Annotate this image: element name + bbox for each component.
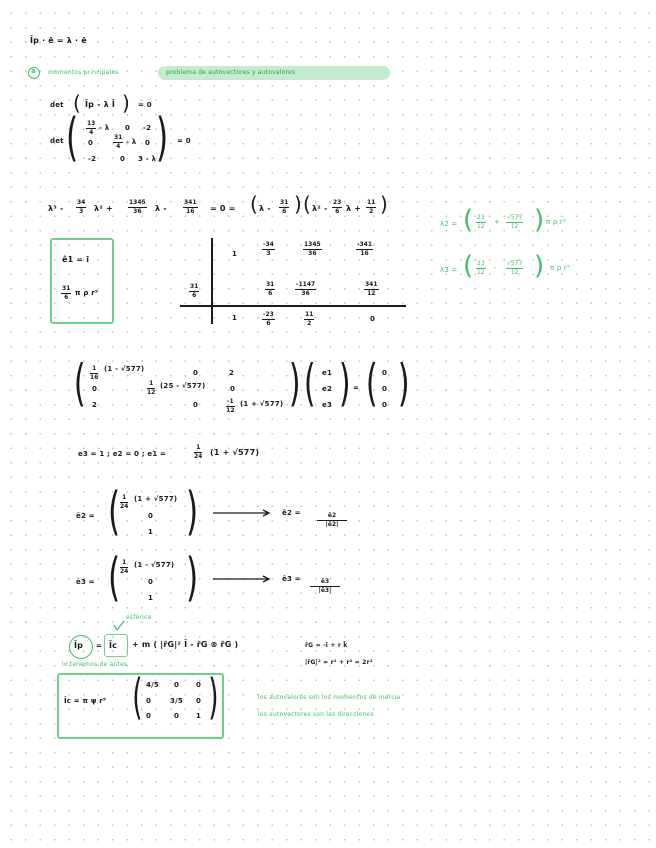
vec3-c1-frac: $\frac{1}{24}$	[120, 559, 129, 575]
boxA-rest: π ρ r⁵	[75, 289, 99, 297]
solution-text: e3 = 1 ; e2 = 0 ; e1 =	[78, 450, 167, 458]
lambda2-rparen: )	[534, 205, 545, 235]
boxB-rparen: )	[208, 669, 219, 725]
vec-e2: e2	[322, 385, 333, 393]
vec3-c2: 0	[148, 578, 154, 586]
header-equation: Īp · ē = λ · ē	[30, 36, 87, 45]
steiner-ic: Īc	[109, 641, 118, 650]
section-title: momentos principales	[48, 69, 119, 76]
steiner-rg2: |r̄G|² = r² + r² = 2r²	[305, 659, 373, 666]
vec2-lhs: ē2 =	[76, 512, 95, 520]
det1-rhs: = 0	[138, 101, 152, 109]
poly-mid1: λ² +	[94, 204, 113, 213]
ruffini-c1: 1	[232, 250, 238, 258]
matrix2-r3b: 0	[193, 401, 199, 409]
steiner-eq: =	[96, 642, 103, 650]
vec2-c1-frac: $\frac{1}{24}$	[120, 494, 129, 510]
ruffini-c4: $\frac{-341}{16}$	[357, 241, 373, 257]
vec-e3: e3	[322, 401, 333, 409]
vec-zero-2: 0	[382, 385, 388, 393]
lambda3-f1: $\frac{23}{12}$	[477, 260, 485, 276]
det2-minus-lambda-2: - λ	[126, 138, 137, 146]
ruffini-root: $\frac{31}{6}$	[190, 283, 199, 299]
boxA-frac: $\frac{31}{6}$	[62, 285, 71, 301]
ruffini-horizontal-line	[180, 305, 406, 307]
lambda3-op: -	[494, 264, 497, 272]
matrix2-lparen: (	[73, 354, 86, 412]
vec3-c1: (1 - √577)	[134, 561, 175, 569]
boxA-line1: ê1 = ī	[62, 255, 90, 264]
matrix2-r2a: 0	[92, 385, 98, 393]
vec2-arrow	[213, 509, 273, 517]
boxB-m01: 0	[174, 681, 180, 689]
result-box-lambda1	[50, 238, 114, 324]
boxB-lhs: Īc = π ψ r⁵	[64, 697, 107, 705]
steiner-below: lo tenemos de antes	[62, 661, 128, 668]
det2-frac-b: $\frac{31}{4}$	[114, 134, 123, 150]
boxB-m02: 0	[196, 681, 202, 689]
det2-r2c3: 0	[145, 139, 151, 147]
poly-mid3: = 0 =	[210, 204, 236, 213]
matrix2-r3c: (1 + √577)	[240, 400, 284, 408]
solution-tail: (1 + √577)	[210, 448, 260, 457]
matrix2-eq: =	[353, 384, 360, 392]
det2-r3c1: -2	[88, 155, 97, 163]
ruffini-c3: $\frac{1345}{36}$	[304, 241, 321, 257]
boxB-m11: 3/5	[170, 697, 183, 705]
ruffini-c2: $\frac{-34}{3}$	[263, 241, 274, 257]
boxB-m00: 4/5	[146, 681, 159, 689]
poly-f3: $\frac{341}{16}$	[184, 199, 197, 215]
poly-lead: λ³ -	[48, 204, 64, 213]
lambda2-op: +	[494, 218, 501, 226]
poly-fact1: λ -	[259, 204, 271, 213]
vec2-rparen: )	[186, 482, 199, 542]
lambda2-lparen: (	[463, 205, 474, 235]
steiner-rg1: r̄G = -ī + r k̄	[305, 642, 348, 649]
vec-zero-3: 0	[382, 401, 388, 409]
steiner-note: esférica	[126, 614, 152, 621]
vec3-lhs: ē3 =	[76, 578, 95, 586]
lambda3-lhs: λ3 =	[440, 266, 458, 274]
lambda3-lparen: (	[463, 251, 474, 281]
vec-zero-lparen: (	[365, 354, 378, 412]
matrix2-r2b-frac: $\frac{1}{12}$	[147, 380, 156, 396]
vec3-unit-frac: $\frac{ē3}{|ē3|}$	[310, 578, 340, 595]
matrix2-r1c: 2	[229, 369, 235, 377]
det2-prefix: det	[50, 137, 64, 145]
matrix2-r3c-frac: $\frac{-1}{12}$	[226, 398, 235, 414]
note-eigenvalues: los autovalores son los momentos de inercia	[258, 694, 401, 701]
vec2-unit-frac: $\frac{ē2}{|ē2|}$	[317, 512, 347, 529]
matrix2-r2b: (25 - √577)	[160, 382, 206, 390]
matrix2-r2c: 0	[230, 385, 236, 393]
vec3-arrow	[213, 575, 273, 583]
poly-fact2: λ² -	[312, 204, 328, 213]
ruffini-d3: $\frac{-1147}{36}$	[296, 281, 316, 297]
vec2-c2: 0	[148, 512, 154, 520]
det2-r2c1: 0	[88, 139, 94, 147]
ruffini-e3: $\frac{11}{2}$	[305, 311, 314, 327]
det2-rhs: = 0	[177, 137, 191, 145]
poly-paren1-r: )	[294, 192, 302, 216]
solution-frac: $\frac{1}{24}$	[194, 444, 203, 460]
det2-minus-lambda-1: - λ	[99, 124, 110, 132]
lambda2-rest: π ρ r⁵	[546, 218, 566, 226]
poly-fact3: λ +	[346, 204, 362, 213]
boxB-lparen: (	[132, 669, 143, 725]
matrix2-r1b: 0	[193, 369, 199, 377]
matrix2-r1a-frac: $\frac{1}{16}$	[90, 365, 99, 381]
det1-body: Īp - λ Ī	[85, 100, 116, 109]
det2-frac-a: $\frac{13}{4}$	[87, 120, 96, 136]
boxB-m22: 1	[196, 712, 202, 720]
vec3-rhs: ê3 =	[282, 575, 301, 583]
det1-rparen: )	[122, 91, 130, 115]
matrix2-r1a: (1 - √577)	[104, 365, 145, 373]
poly-f4: $\frac{31}{6}$	[280, 199, 289, 215]
det2-r1c2: 0	[125, 124, 131, 132]
vec-e-lparen: (	[303, 354, 316, 412]
steiner-lhs: Īp	[74, 641, 84, 650]
vec2-c3: 1	[148, 528, 154, 536]
boxB-m20: 0	[146, 712, 152, 720]
section-highlight-text: problema de autovectores y autovalores	[166, 69, 296, 76]
vec3-c3: 1	[148, 594, 154, 602]
steiner-rest: + m ( |r̄G|² Ī - r̄G ⊗ r̄G )	[132, 640, 239, 649]
poly-paren2-r: )	[380, 192, 388, 216]
det2-r3c2: 0	[120, 155, 126, 163]
section-marker: a	[31, 67, 36, 75]
det1-lparen: (	[73, 91, 81, 115]
vec-zero-1: 0	[382, 369, 388, 377]
lambda3-rparen: )	[534, 251, 545, 281]
det2-r3c3: 3 - λ	[138, 155, 157, 163]
ruffini-e1: 1	[232, 314, 238, 322]
lambda3-rest: π ρ r⁵	[550, 264, 570, 272]
vec3-lparen: (	[108, 548, 121, 608]
vec2-rhs: ê2 =	[282, 509, 301, 517]
det1-prefix: det	[50, 101, 64, 109]
note-eigenvectors: los autovectores son las direcciones	[258, 711, 374, 718]
det2-lparen: (	[66, 108, 79, 168]
ruffini-e4: 0	[370, 315, 376, 323]
poly-f2: $\frac{1345}{36}$	[129, 199, 146, 215]
lambda3-f2: $\frac{√577}{12}$	[507, 260, 523, 276]
boxB-m10: 0	[146, 697, 152, 705]
steiner-note-check-icon	[112, 620, 126, 634]
ruffini-e2: $\frac{-23}{6}$	[263, 311, 274, 327]
ruffini-d4: $\frac{341}{12}$	[365, 281, 378, 297]
poly-paren1-l: (	[250, 192, 258, 216]
poly-mid2: λ -	[155, 204, 167, 213]
vec-e1: e1	[322, 369, 333, 377]
det2-rparen: )	[156, 108, 169, 168]
poly-f1: $\frac{34}{3}$	[77, 199, 86, 215]
lambda2-f2: $\frac{√577}{12}$	[507, 214, 523, 230]
lambda2-f1: $\frac{23}{12}$	[477, 214, 485, 230]
vec-zero-rparen: )	[397, 354, 410, 412]
poly-f6: $\frac{11}{2}$	[367, 199, 376, 215]
boxB-m12: 0	[196, 697, 202, 705]
vec3-rparen: )	[186, 548, 199, 608]
ruffini-d2: $\frac{31}{6}$	[266, 281, 275, 297]
boxB-m21: 0	[174, 712, 180, 720]
vec-e-rparen: )	[338, 354, 351, 412]
poly-f5: $\frac{23}{6}$	[333, 199, 342, 215]
vec2-c1: (1 + √577)	[134, 495, 178, 503]
poly-paren2-l: (	[303, 192, 311, 216]
det2-r1c3: -2	[143, 124, 152, 132]
vec2-lparen: (	[108, 482, 121, 542]
ruffini-vertical-line	[211, 238, 213, 324]
lambda2-lhs: λ2 =	[440, 220, 458, 228]
matrix2-rparen: )	[288, 354, 301, 412]
matrix2-r3a: 2	[92, 401, 98, 409]
